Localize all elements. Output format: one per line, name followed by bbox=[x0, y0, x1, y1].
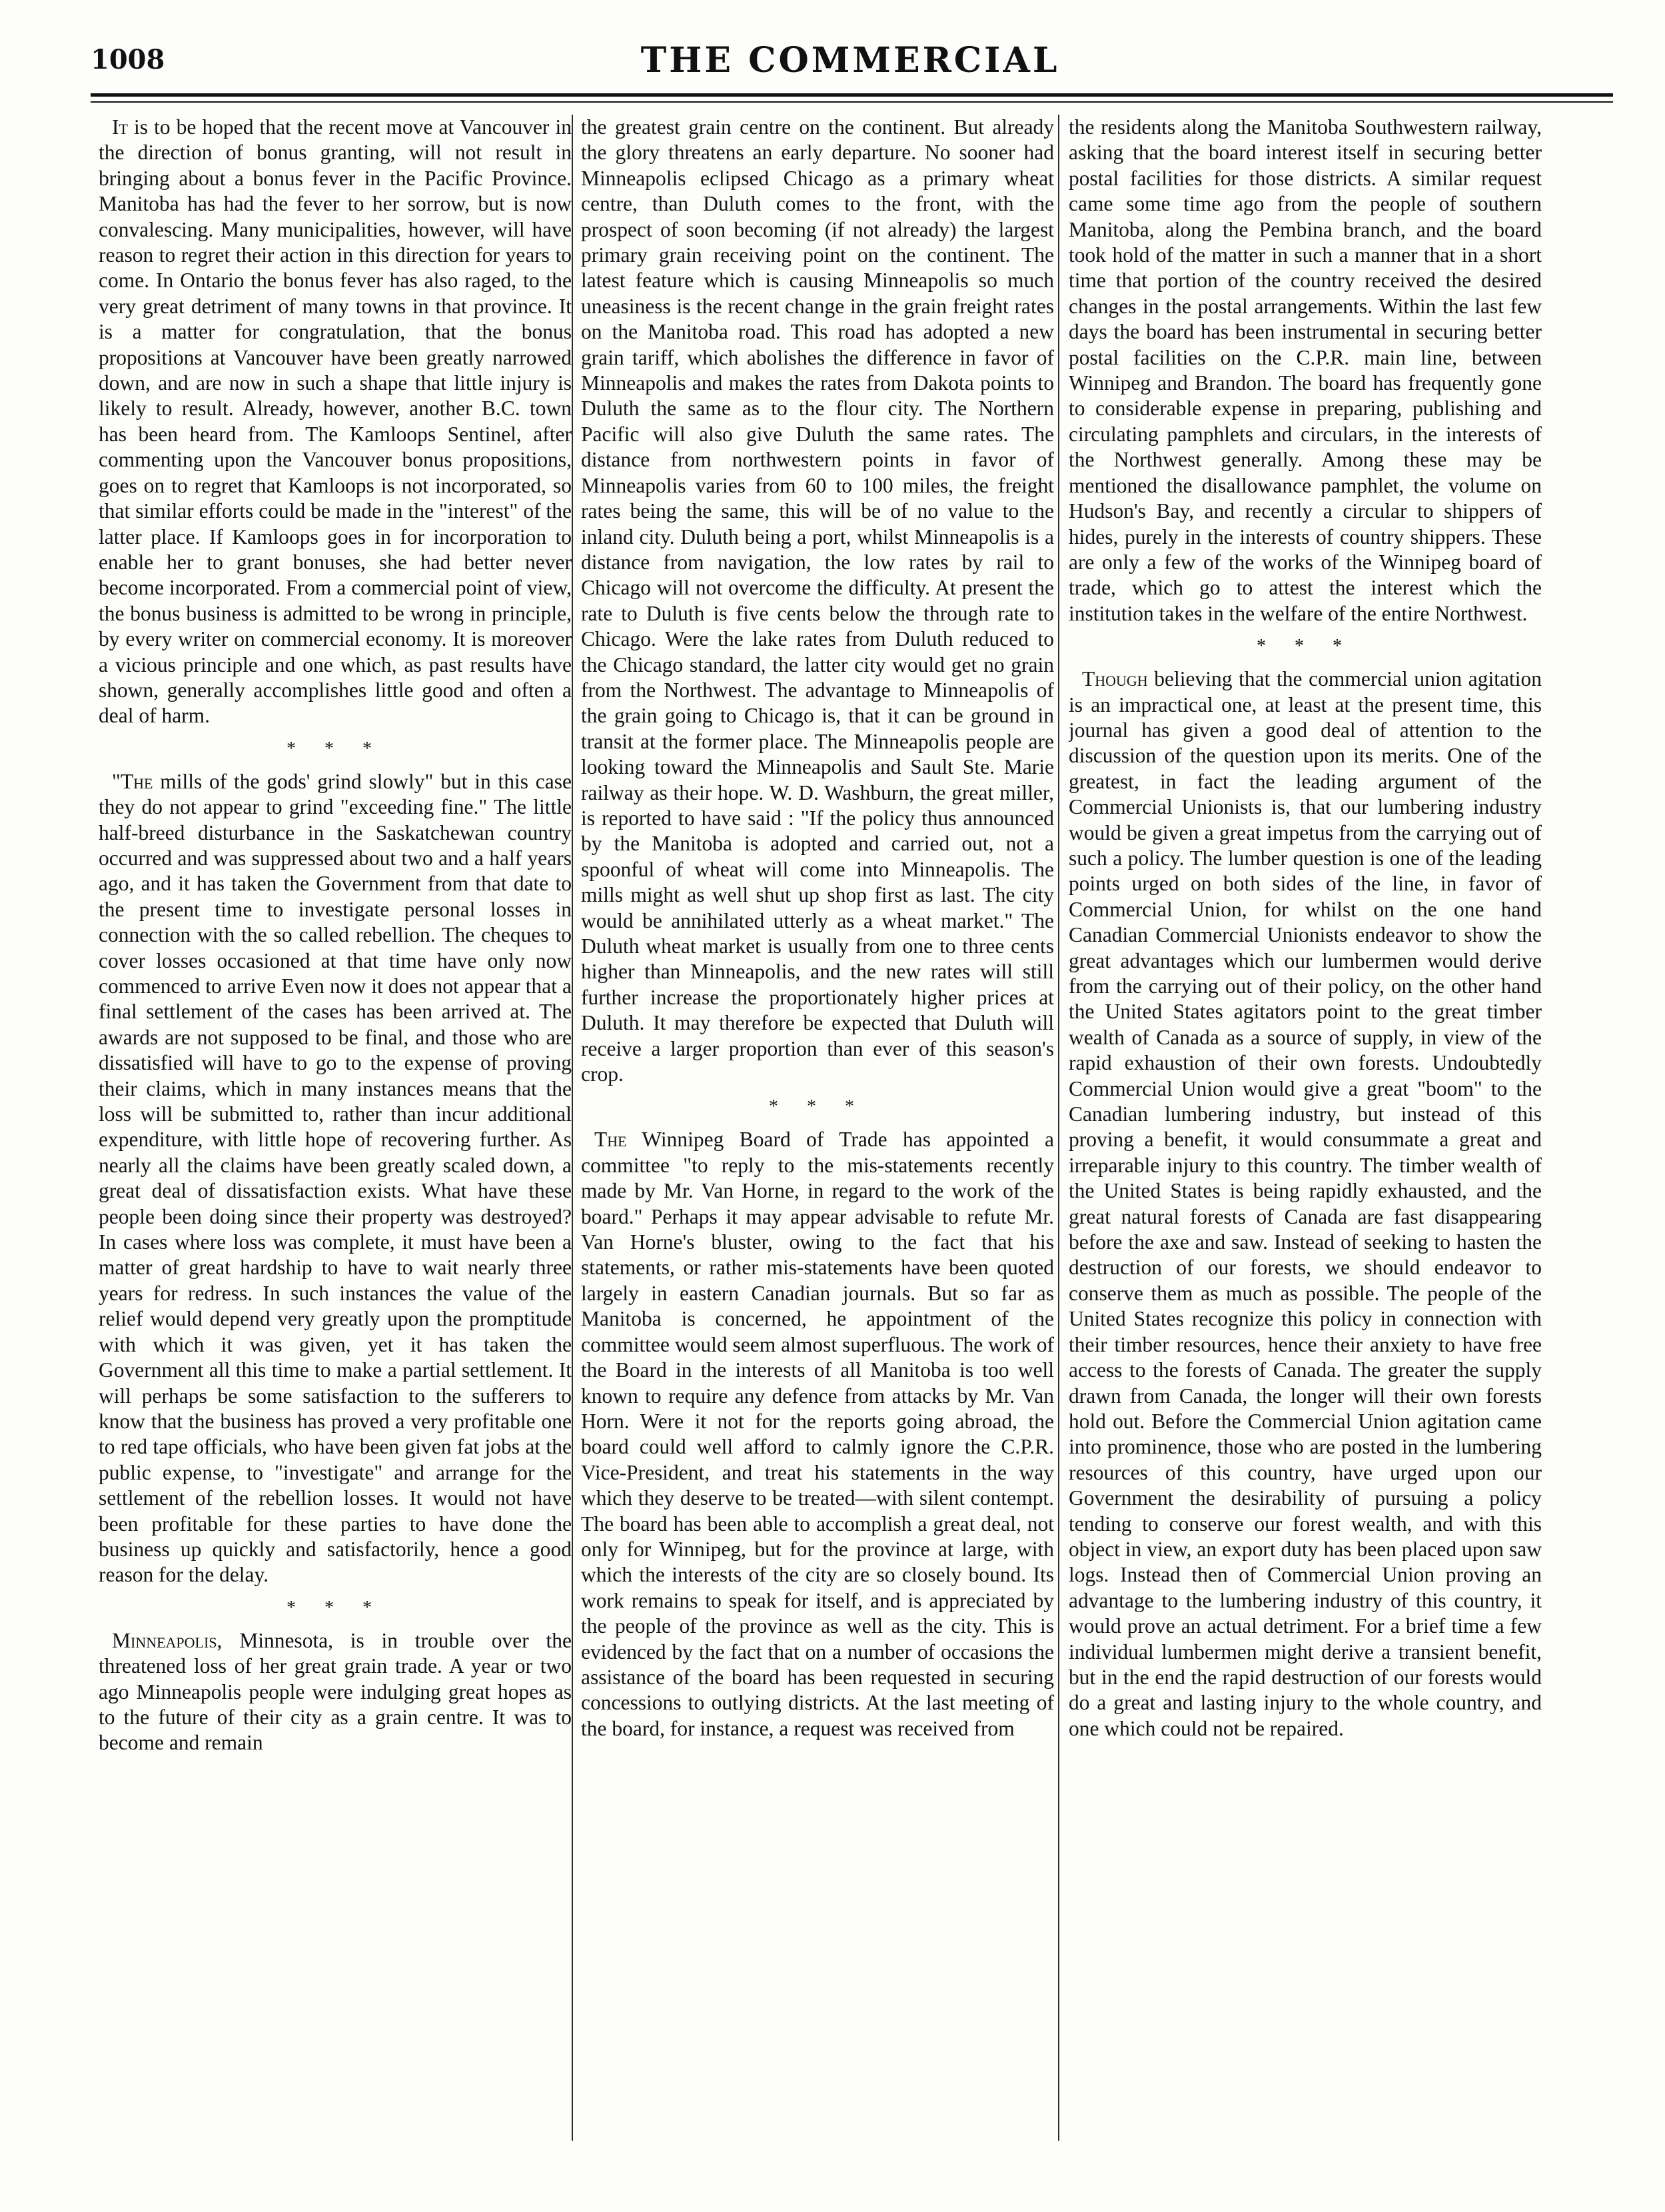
section-separator: * * * bbox=[769, 1096, 866, 1118]
column-3 bbox=[1069, 115, 1542, 2151]
section-separator: * * * bbox=[286, 738, 384, 759]
lead-word: Minneapolis, bbox=[112, 1628, 223, 1652]
article-text: Minnesota, is in trouble over the threatened loss of her great grain trade. A year or two ago Minneapolis people were indulging great hopes as to the future of their city as a grain centre. It was to become and remain bbox=[99, 1628, 572, 1755]
lead-word: "The bbox=[112, 769, 153, 793]
section-separator: * * * bbox=[286, 1597, 384, 1618]
lead-word: It bbox=[112, 115, 128, 139]
masthead-title: THE COMMERCIAL bbox=[640, 40, 1060, 81]
header-rule-thick bbox=[91, 93, 1613, 97]
article-board-of-trade-cont bbox=[1069, 115, 1542, 626]
column-divider bbox=[572, 115, 573, 2141]
article-minneapolis-grain bbox=[99, 1628, 572, 1756]
article-text: mills of the gods' grind slowly" but in this case they do not appear to grind "exceeding fine." The little half-breed disturbance in the Saskatchewan country occurred and was suppressed about two and a half years ago, and it has taken the Government from that date to the present time to investigate personal losses in connection with the so called rebellion. The cheques to cover losses occasioned at that time have only now commenced to arrive Even now it does not appear that a final settlement of the cases has been arrived at. The awards are not supposed to be final, and those who are dissatisfied will have to go to the expense of proving their claims, which in many instances means that the loss will be submitted to, rather than incur additional expenditure, with little hope of recovering further. As nearly all the claims have been greatly scaled down, a great deal of dissatisfaction exists. What have these people been doing since their property was destroyed? In cases where loss was complete, it must have been a matter of great hardship to have to wait nearly three years for redress. In such instances the value of the relief would depend very greatly upon the promptitude with which it was given, yet it has taken the Government all this time to make a partial settlement. It will perhaps be some satisfaction to the sufferers to know that the business has proved a very profitable one to red tape officials, who have been given fat jobs at the public expense, to "investigate" and arrange for the settlement of the rebellion losses. It would not have been profitable for these parties to have done the business up quickly and satisfactorily, hence a good reason for the delay. bbox=[99, 769, 572, 1587]
article-text: the residents along the Manitoba Southwestern railway, asking that the board interest itself in securing better postal facilities for those districts. A similar request came some time ago from the people of southern Manitoba, along the Pembina branch, and the board took hold of the matter in such a manner that in a short time that portion of the country received the desired changes in the postal arrangements. Within the last few days the board has been instrumental in securing better postal facilities on the C.P.R. main line, between Winnipeg and Brandon. The board has frequently gone to considerable expense in preparing, publishing and circulating pamphlets and circulars, in the interests of the Northwest generally. Among these may be mentioned the disallowance pamphlet, the volume on Hudson's Bay, and recently a circular to shippers of hides, purely in the interests of country shippers. These are only a few of the works of the Winnipeg board of trade, which go to attest the interest which the institution takes in the welfare of the entire Northwest. bbox=[1069, 115, 1542, 625]
section-separator: * * * bbox=[1257, 636, 1354, 657]
article-text: believing that the commercial union agitation is an impractical one, at least at the present time, this journal has given a good deal of attention to the discussion of the question upon its merits. One of the greatest, in fact the leading argument of the Commercial Unionists is, that our lumbering industry would be given a great impetus from the carrying out of such a policy. The lumber question is one of the leading points urged on both sides of the line, in favor of Commercial Union, for whilst on the one hand Canadian Commercial Unionists endeavor to show the great advantages which our lumbermen would derive from the carrying out of their policy, on the other hand the United States agitators point to the great timber wealth of Canada as a source of supply, in view of the rapid exhaustion of their own forests. Undoubtedly Commercial Union would give a great "boom" to the Canadian lumbering industry, but instead of this proving a benefit, it would consummate a great and irreparable injury to this country. The timber wealth of the United States is being rapidly exhausted, and the great natural forests of Canada are fast disappearing before the axe and saw. Instead of seeking to hasten the destruction of our forests, we should endeavor to conserve them as much as possible. The people of the United States recognize this policy in connection with their timber resources, hence their anxiety to have free access to the forests of Canada. The greater the supply drawn from Canada, the longer will their own forests hold out. Before the Commercial Union agitation came into prominence, those who are posted in the lumbering resources of this country, have urged upon our Government the desirability of pursuing a policy tending to conserve our forest wealth, and with this object in view, an export duty has been placed upon saw logs. Instead then of Commercial Union proving an advantage to the lumbering industry of this country, it would prove an actual detriment. For a brief time a few individual lumbermen might derive a transient benefit, but in the end the rapid destruction of our forests would do a great and lasting injury to the whole country, and one which could not be repaired. bbox=[1069, 667, 1542, 1740]
article-minneapolis-grain-cont bbox=[581, 115, 1054, 1087]
header-rule-thin bbox=[91, 101, 1613, 103]
article-text: the greatest grain centre on the continent. But already the glory threatens an early departure. No sooner had Minneapolis eclipsed Chicago as a primary wheat centre, than Duluth comes to the front, with the prospect of soon becoming (if not already) the largest primary grain receiving point on the continent. The latest feature which is causing Minneapolis so much uneasiness is the recent change in the grain freight rates on the Manitoba road. This road has adopted a new grain tariff, which abolishes the difference in favor of Minneapolis and makes the rates from Dakota points to Duluth the same as to the flour city. The Northern Pacific will also give Duluth the same rates. The distance from northwestern points in favor of Minneapolis varies from 60 to 100 miles, the freight rates being the same, this will be of no value to the inland city. Duluth being a port, whilst Minneapolis is a distance from navigation, the low rates by rail to Chicago will not overcome the difficulty. At present the rate to Duluth is five cents below the through rate to Chicago. Were the lake rates from Duluth reduced to the Chicago standard, the latter city would get no grain from the Northwest. The advantage to Minneapolis of the grain going to Chicago is, that it can be ground in transit at the former place. The Minneapolis people are looking toward the Minneapolis and Sault Ste. Marie railway as their hope. W. D. Washburn, the great miller, is reported to have said : "If the policy thus announced by the Manitoba is adopted and carried out, not a spoonful of wheat will come into Minneapolis. The mills might as well shut up shop first as last. The city would be annihilated utterly as a wheat market." The Duluth wheat market is usually from one to three cents higher than Minneapolis, and the new rates will still further increase the proportionately higher prices at Duluth. It may therefore be expected that Duluth will receive a larger proportion than ever of this season's crop. bbox=[581, 115, 1054, 1086]
article-board-of-trade bbox=[581, 1127, 1054, 1741]
article-rebellion-losses bbox=[99, 769, 572, 1588]
column-1 bbox=[99, 115, 572, 2151]
column-2 bbox=[581, 115, 1054, 2151]
lead-word: The bbox=[594, 1128, 627, 1152]
article-text: Winnipeg Board of Trade has appointed a committee "to reply to the mis-statements recently made by Mr. Van Horne, in regard to the work of the board." Perhaps it may appear advisable to refute Mr. Van Horne's bluster, owing to the fact that his statements, or rather mis-statements have been quoted largely in eastern Canadian journals. But so far as Manitoba is concerned, he appointment of the committee would seem almost superfluous. The work of the Board in the interests of all Manitoba is too well known to require any defence from attacks by Mr. Van Horn. Were it not for the reports going abroad, the board could well afford to calmly ignore the C.P.R. Vice-President, and treat his statements in the way which they deserve to be treated—with silent contempt. The board has been able to accomplish a great deal, not only for Winnipeg, but for the province at large, with which the interests of the city are so closely bound. Its work remains to speak for itself, and is appreciated by the people of the province as well as the city. This is evidenced by the fact that on a number of occasions the assistance of the board has been requested in securing concessions to outlying districts. At the last meeting of the board, for instance, a request was received from bbox=[581, 1128, 1054, 1740]
article-commercial-union-lumber bbox=[1069, 666, 1542, 1741]
page-number: 1008 bbox=[91, 44, 165, 75]
article-bonus-fever bbox=[99, 115, 572, 729]
article-text: is to be hoped that the recent move at Vancouver in the direction of bonus granting, will not result in bringing about a bonus fever in the Pacific Province. Manitoba has had the fever to her sorrow, but is now convalescing. Many municipalities, however, will have reason to regret their action in this direction for years to come. In Ontario the bonus fever has also raged, to the very great detriment of many towns in that province. It is a matter for congratulation, that the bonus propositions at Vancouver have been greatly narrowed down, and are now in such a shape that little injury is likely to result. Already, however, another B.C. town has been heard from. The Kamloops Sentinel, after commenting upon the Vancouver bonus propositions, goes on to regret that Kamloops is not incorporated, so that similar efforts could be made in the "interest" of the latter place. If Kamloops goes in for incorporation to enable her to grant bonuses, she had better never become incorporated. From a commercial point of view, the bonus business is admitted to be wrong in principle, by every writer on commercial economy. It is moreover a vicious principle and one which, as past results have shown, generally accomplishes little good and often a deal of harm. bbox=[99, 115, 572, 728]
page-header bbox=[91, 40, 1610, 87]
column-divider bbox=[1058, 115, 1059, 2141]
lead-word: Though bbox=[1082, 667, 1148, 691]
